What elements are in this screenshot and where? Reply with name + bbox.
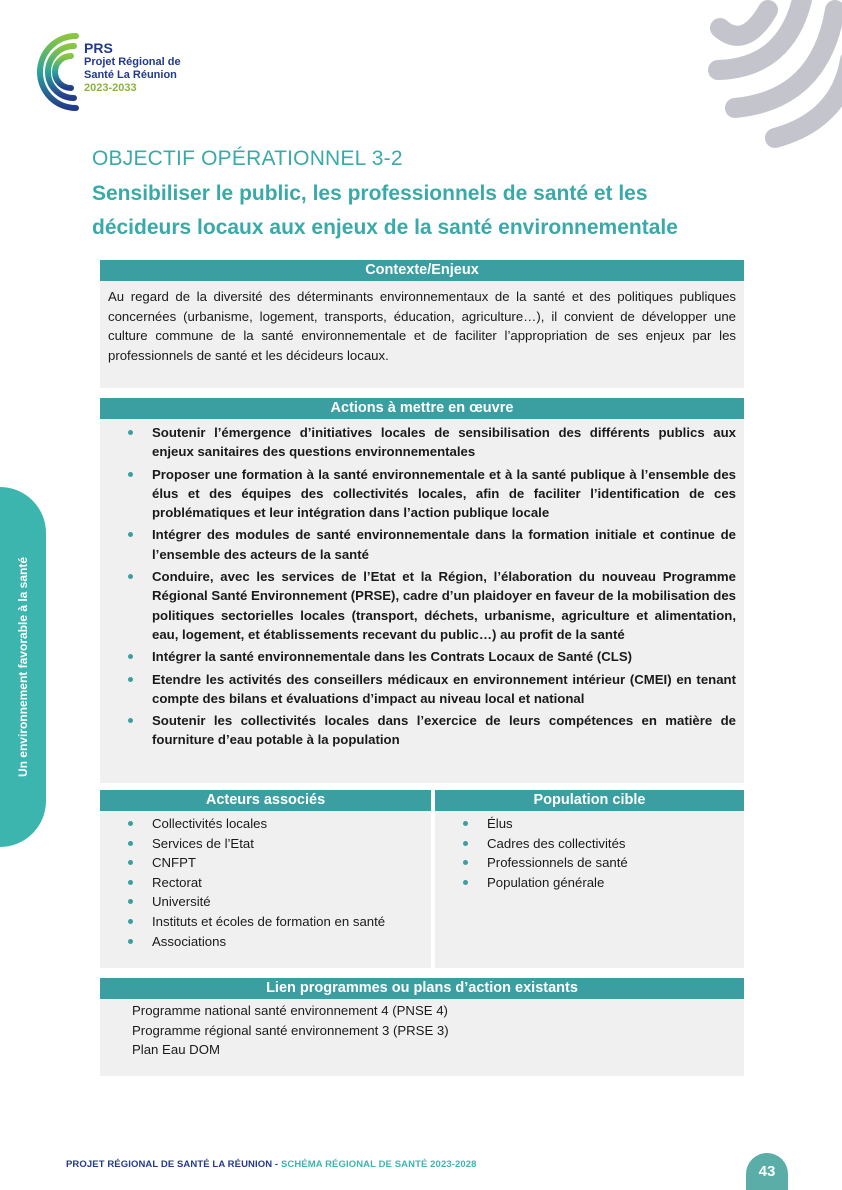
context-body: Au regard de la diversité des déterminants environnementaux de la santé et des politiques publiques concernées (urbanisme, logement, transports, éducation, agriculture…), il convient de développer une culture commune de la santé environnementale et de faciliter l’appropriation de ses enjeux par les professionnels de santé et les décideurs locaux. bbox=[108, 289, 736, 363]
bullet-icon bbox=[463, 821, 468, 826]
logo-line2: Santé La Réunion bbox=[84, 69, 177, 81]
page-number: 43 bbox=[746, 1153, 788, 1190]
action-item bbox=[128, 647, 736, 666]
bullet-icon bbox=[128, 919, 133, 924]
actors-column bbox=[100, 790, 431, 968]
population-item bbox=[463, 834, 744, 854]
links-section bbox=[100, 978, 744, 1076]
actor-item bbox=[128, 814, 431, 834]
population-text: Élus bbox=[487, 816, 513, 831]
footer bbox=[66, 1159, 477, 1170]
link-item: Programme national santé environnement 4 (PNSE 4) bbox=[132, 1003, 448, 1018]
bullet-icon bbox=[128, 677, 133, 682]
bullet-icon bbox=[128, 472, 133, 477]
actor-text: Instituts et écoles de formation en santé bbox=[152, 913, 386, 929]
actors-population-section bbox=[100, 790, 744, 968]
actor-text: CNFPT bbox=[152, 855, 196, 871]
action-item bbox=[128, 525, 736, 564]
bullet-icon bbox=[463, 880, 468, 885]
action-item bbox=[128, 567, 736, 644]
actor-item bbox=[128, 892, 431, 912]
objective-code: OBJECTIF OPÉRATIONNEL 3-2 bbox=[92, 147, 403, 170]
action-text: Intégrer des modules de santé environnementale dans la formation initiale et continue de l’ensemble des acteurs de la santé bbox=[152, 527, 736, 562]
population-list bbox=[435, 811, 744, 892]
bullet-icon bbox=[128, 821, 133, 826]
bullet-icon bbox=[128, 939, 133, 944]
actions-list bbox=[100, 419, 744, 750]
action-text: Etendre les activités des conseillers médicaux en environnement intérieur (CMEI) en tenant compte des bilans et évaluations d’impact au niveau local et national bbox=[152, 671, 736, 706]
links-header: Lien programmes ou plans d’action existants bbox=[100, 978, 744, 999]
actor-text: Associations bbox=[152, 933, 227, 949]
bullet-icon bbox=[128, 841, 133, 846]
link-item: Plan Eau DOM bbox=[132, 1042, 220, 1058]
logo-years: 2023-2033 bbox=[84, 82, 137, 94]
population-header: Population cible bbox=[435, 790, 744, 811]
logo-acronym: PRS bbox=[84, 40, 113, 56]
bullet-icon bbox=[128, 654, 133, 659]
population-item bbox=[463, 814, 744, 834]
actor-text: Rectorat bbox=[152, 874, 202, 890]
decorative-arcs-icon bbox=[690, 0, 842, 160]
action-item bbox=[128, 711, 736, 750]
bullet-icon bbox=[128, 430, 133, 435]
population-column bbox=[435, 790, 744, 968]
context-header: Contexte/Enjeux bbox=[100, 260, 744, 281]
actions-section bbox=[100, 398, 744, 783]
population-text: Professionnels de santé bbox=[487, 855, 628, 871]
bullet-icon bbox=[128, 899, 133, 904]
bullet-icon bbox=[463, 860, 468, 865]
action-item bbox=[128, 670, 736, 709]
population-text: Population générale bbox=[487, 874, 605, 890]
actor-item bbox=[128, 932, 431, 952]
bullet-icon bbox=[128, 880, 133, 885]
side-tab-label: Un environnement favorable à la santé bbox=[16, 556, 30, 778]
population-item bbox=[463, 853, 744, 873]
actor-item bbox=[128, 853, 431, 873]
logo-line1: Projet Régional de bbox=[84, 56, 181, 68]
action-item bbox=[128, 465, 736, 523]
actions-header: Actions à mettre en œuvre bbox=[100, 398, 744, 419]
population-text: Cadres des collectivités bbox=[487, 835, 626, 851]
action-text: Conduire, avec les services de l’Etat et la Région, l’élaboration du nouveau Programme Régional Santé Environnement (PRSE), cadre d’un plaidoyer en faveur de la mobilisation des politiques sectorielles locales (transport, déchets, urbanisme, agriculture et alimentation, eau, logement, et établissements recevant du public…) au profit de la santé bbox=[152, 569, 736, 642]
actor-item bbox=[128, 912, 431, 932]
actor-text: Université bbox=[152, 894, 211, 910]
actor-text: Collectivités locales bbox=[152, 816, 268, 831]
action-text: Soutenir les collectivités locales dans l’exercice de leurs compétences en matière de fourniture d’eau potable à la population bbox=[152, 713, 736, 748]
actors-list bbox=[100, 811, 431, 951]
footer-schema: SCHÉMA RÉGIONAL DE SANTÉ 2023-2028 bbox=[280, 1159, 477, 1170]
bullet-icon bbox=[128, 532, 133, 537]
side-chapter-tab bbox=[0, 487, 46, 847]
bullet-icon bbox=[128, 574, 133, 579]
prs-logo bbox=[26, 30, 206, 112]
action-item bbox=[128, 423, 736, 462]
action-text: Soutenir l’émergence d’initiatives locales de sensibilisation des différents publics aux enjeux sanitaires des questions environnementales bbox=[152, 425, 736, 460]
context-section bbox=[100, 260, 744, 388]
population-item bbox=[463, 873, 744, 893]
bullet-icon bbox=[463, 841, 468, 846]
actors-header: Acteurs associés bbox=[100, 790, 431, 811]
action-text: Intégrer la santé environnementale dans les Contrats Locaux de Santé (CLS) bbox=[152, 649, 633, 665]
action-text: Proposer une formation à la santé environnementale et à la santé publique à l’ensemble des élus et des équipes des collectivités locales, afin de faciliter l’identification de ces problématiques et leur intégration dans l’action publique locale bbox=[152, 466, 736, 521]
link-item: Programme régional santé environnement 3 (PRSE 3) bbox=[132, 1022, 449, 1038]
footer-project: PROJET RÉGIONAL DE SANTÉ LA RÉUNION - bbox=[66, 1159, 281, 1170]
actor-item bbox=[128, 873, 431, 893]
actor-text: Services de l’Etat bbox=[152, 835, 254, 851]
actor-item bbox=[128, 834, 431, 854]
objective-title: Sensibiliser le public, les professionnels de santé et les décideurs locaux aux enjeux de la santé environnementale bbox=[92, 182, 678, 239]
bullet-icon bbox=[128, 860, 133, 865]
logo-arcs-icon bbox=[26, 30, 82, 112]
bullet-icon bbox=[128, 718, 133, 723]
